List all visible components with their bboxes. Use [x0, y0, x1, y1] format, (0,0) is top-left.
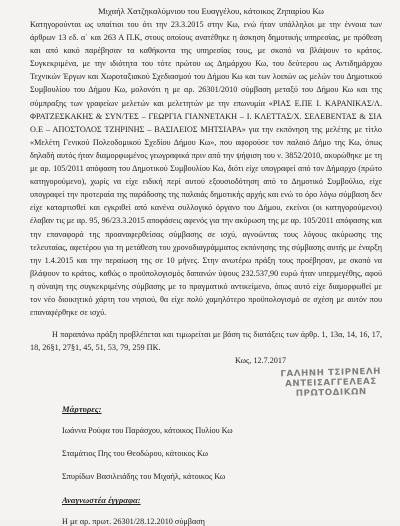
prosecutor-stamp — [266, 367, 397, 400]
documents-title: Αναγνωστέα έγγραφα: — [62, 495, 141, 506]
text-line: 13α, 14, 16, 17, 18, 26§1, 27§1, 45, 51, 53, 79, 259 ΠΚ. — [30, 330, 383, 353]
text-line: χρονοδιαγράμματος εκπόνησης της σύμβασης αυτής με έναρξη την 1.4.2015 και την — [30, 242, 382, 265]
text-line: δημοτικής υπηρεσίας, με πρόθεση και από κακό παρέβησαν τα καθήκοντα της — [30, 33, 382, 56]
paragraph-text — [30, 18, 382, 319]
text-line: και εγκριθεί από κανένα συλλογικό όργανο του Δήμου, εκείνοι (οι κατηγορούμενοι) — [89, 203, 382, 213]
text-line: από το Δημοτικό Συμβούλιο, είχε υπογραφεί την προτεραία της παράδοσης της — [30, 177, 383, 200]
text-line: Δημοτικού Συμβουλίου του Δήμου Κω, μολονότι η με αρ. 26301/2010 σύμβαση — [30, 72, 382, 95]
stamp-line: ΓΑΛΗΝΗ ΤΣΙΡΝΕΛΗ — [280, 367, 382, 380]
charge-paragraph — [30, 18, 382, 319]
witness-name: Ιωάννα Ρούφα του Παράσχου, κάτοικος Πυλίου Κω — [62, 426, 233, 436]
stamp-line: ΠΡΩΤΟΔΙΚΩΝ — [295, 387, 367, 400]
text-line: Κατηγορούνται ως υπαίτιοι του ότι την 23.3.2015 στην Κω, ενώ ήταν υπάλληλοι με — [30, 20, 326, 29]
paragraph-text — [30, 328, 382, 354]
text-line: μεταξύ του Δήμου Κω και της σύμπραξης των γραφείων μελετών και μελετητών με — [30, 85, 383, 108]
stamp-line: ΑΝΤΕΙΣΑΓΓΕΛΕΑΣ — [285, 377, 377, 390]
text-line: αντικείμενο, όπως αυτό είχε διαμορφωθεί με τον νέο διοικητικό χάρτη του νησιού, θα — [30, 281, 382, 304]
text-line: την έννοια των άρθρων 13 εδ. α΄ και 263 Α Π.Κ, στους οποίους ανατέθηκε η άσκηση — [30, 20, 383, 43]
text-line: υπηρεσίας τους, με σκοπό να βλάψουν το κράτος. Συγκεκριμένα, με την ιδιότητα — [30, 46, 382, 69]
text-line: την επωνυμία «ΡΙΑΣ Ε.ΠΕ Ι. ΚΑΡΑΝΙΚΑΣ/Λ. ΦΡΑΤΖΕΣΚΑΚΗΣ & ΣΥΝ/ΤΕΣ – — [30, 98, 382, 121]
text-line: ΓΕΩΡΓΙΑ ΓΙΑΝΝΕΤΑΚΗ – Ι. ΚΛΕΤΤΑΣ/Χ. ΣΕΛΕΒΕΝΤΑΣ & ΣΙΑ Ο.Ε – — [30, 111, 382, 134]
text-line: 105/2011 απόφαση του Δημοτικού Συμβουλίου Κω, διότι είχε υπογραφεί από τον — [53, 164, 325, 174]
text-line: αγνοώντας τους λόγους ακύρωσης της τελευταίας, αφετέρου για τη μετάθεση του — [30, 229, 382, 252]
text-line: παλαιάς δημοτικής αρχής και ενώ το όρο λόγω σύμβαση δεν είχε καταρτισθεί — [30, 190, 383, 213]
text-line: είχε πολύ χαμηλότερο προϋπολογισμό σε σχέση με αυτόν που επαναφέρθηκε σε ισχύ. — [30, 294, 383, 318]
header-line: Μιχαήλ Χατζηκαλύμνιου του Ευαγγέλου, κάτοικος Ζηπαρίου Κω — [98, 6, 324, 16]
text-line: Δήμαρχο (πρώτο κατηγορούμενο), χωρίς να είχε ειδική περί αυτού εξουσιοδότηση — [30, 164, 382, 187]
witnesses-title: Μάρτυρες: — [62, 404, 102, 415]
text-line: βλάψουν το κράτος, καθώς ο προϋπολογισμός δαπανών ύψους 232.537,90 ευρώ ήταν — [30, 268, 316, 278]
text-line: μελέτης με τίτλο «Μελέτη Γενικού Πολεοδομικού Σχεδίου Δήμου Κω», που — [30, 124, 382, 147]
text-line: και Χωροταξιακού Σχεδιασμού του Δήμου Κω και των λοιπών ως μελών του — [87, 72, 345, 82]
witness-name: Σπυρίδων Βασιλειάδης του Μιχαήλ, κάτοικος Κω — [62, 472, 226, 482]
text-line: 105/2011 απόφασης και την επαναφορά της προαναφερθείσας σύμβασης σε ισχύ, — [30, 216, 382, 239]
text-line: γεωγραφικά πριν από την ψήφιση του ν. 3852/2010, ακυρώθηκε με τη με αρ. — [30, 150, 382, 174]
text-line: αφορούσε τον παλαιό Δήμο της Κω, όπως δηλαδή αυτός ήταν διαμορφωμένος — [30, 137, 383, 160]
text-line: ΑΠΟΣΤΟΛΟΣ ΤΖΗΡΙΝΗΣ – ΒΑΣΙΛΕΙΟΣ ΜΗΤΣΙΑΡΑ» για την εκπόνηση της — [52, 124, 323, 134]
signature-block — [30, 354, 382, 404]
text-line: περαίωση της σε 10 μήνες. Στην ανωτέρω πράξη τους προέβησαν, με σκοπό να — [105, 255, 383, 265]
text-line: έλαβαν τις με αρ. 95, 96/23.3.2015 αποφάσεις αφενός για την ακύρωση της με αρ. — [30, 216, 302, 226]
header-defendant-line — [30, 6, 382, 17]
legal-provisions-paragraph — [30, 328, 382, 354]
place-date: Κως, 12.7.2017 — [235, 356, 287, 366]
text-line: του τότε πρώτου ως Δημάρχου Κω, του δεύτερου ως Αντιδημάρχου Τεχνικών Έργων — [30, 59, 382, 82]
text-line: υπερμεγέθης, αφού η σύναψη της συγκεκριμένης σύμβασης με το πραγματικό — [30, 268, 383, 291]
witness-name: Σταμάτιος Πης του Θεοδώρου, κάτοικος Κω — [62, 449, 208, 459]
document-item: Η με αρ. πρωτ. 26301/28.12.2010 σύμβαση — [62, 517, 205, 526]
paragraph-spacer — [30, 319, 382, 328]
text-line: Η παραπάνω πράξη προβλέπεται και τιμωρείται με βάση τις διατάξεις των άρθρ. 1, — [52, 330, 328, 340]
